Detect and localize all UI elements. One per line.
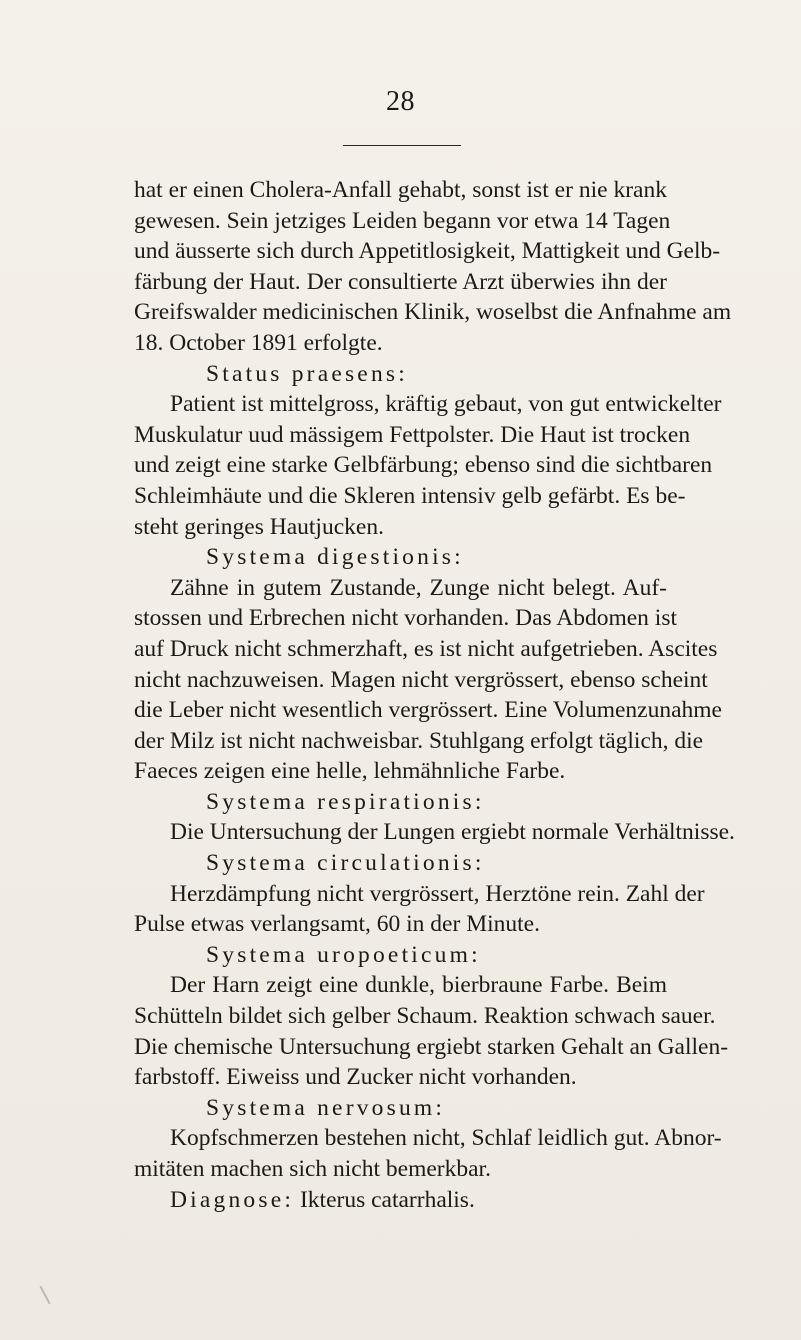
diagnosis-label: Diagnose: bbox=[170, 1186, 295, 1213]
text-line: Der Harn zeigt eine dunkle, bierbraune Farbe. Beim bbox=[170, 972, 667, 999]
body-text bbox=[134, 175, 735, 1215]
text-line: Schleimhäute und die Skleren intensiv gelb gefärbt. Es be- bbox=[134, 482, 686, 509]
section-heading-respirationis: Systema respirationis: bbox=[206, 788, 485, 815]
text-line: Pulse etwas verlangsamt, 60 in der Minute. bbox=[134, 911, 540, 938]
diagnosis-line bbox=[134, 1185, 667, 1216]
section-heading-uropoeticum: Systema uropoeticum: bbox=[206, 941, 481, 968]
text-line: Herzdämpfung nicht vergrössert, Herztöne rein. Zahl der bbox=[170, 880, 705, 907]
text-line: und zeigt eine starke Gelbfärbung; ebenso sind die sichtbaren bbox=[134, 452, 713, 479]
text-line: mitäten machen sich nicht bemerkbar. bbox=[134, 1156, 491, 1182]
text-line: nicht nachzuweisen. Magen nicht vergrössert, ebenso scheint bbox=[134, 666, 708, 693]
section-heading-digestionis: Systema digestionis: bbox=[206, 544, 464, 571]
section-heading-circulationis: Systema circulationis: bbox=[206, 850, 485, 877]
text-line: Zähne in gutem Zustande, Zunge nicht belegt. Auf- bbox=[170, 574, 667, 601]
text-line: die Leber nicht wesentlich vergrössert. Eine Volumenzunahme bbox=[134, 697, 722, 724]
text-line: farbstoff. Eiweiss und Zucker nicht vorhanden. bbox=[134, 1064, 577, 1091]
text-line: Patient ist mittelgross, kräftig gebaut, von gut entwickelter bbox=[170, 391, 722, 418]
text-line: gewesen. Sein jetziges Leiden begann vor etwa 14 Tagen bbox=[134, 207, 671, 234]
section-heading-status: Status praesens: bbox=[206, 360, 408, 387]
diagnosis-value: Ikterus catarrhalis. bbox=[299, 1186, 475, 1213]
text-line: steht geringes Hautjucken. bbox=[134, 513, 384, 540]
text-line: Kopfschmerzen bestehen nicht, Schlaf leidlich gut. Abnor- bbox=[170, 1125, 722, 1152]
text-line: Schütteln bildet sich gelber Schaum. Reaktion schwach sauer. bbox=[134, 1003, 716, 1030]
text-line: Die Untersuchung der Lungen ergiebt normale Verhältnisse. bbox=[170, 819, 735, 846]
text-line: färbung der Haut. Der consultierte Arzt überwies ihn der bbox=[134, 268, 667, 295]
text-line: und äusserte sich durch Appetitlosigkeit, Mattigkeit und Gelb- bbox=[134, 238, 721, 265]
text-line: stossen und Erbrechen nicht vorhanden. Das Abdomen ist bbox=[134, 605, 678, 632]
text-line: auf Druck nicht schmerzhaft, es ist nicht aufgetrieben. Ascites bbox=[134, 635, 718, 662]
text-line: Die chemische Untersuchung ergiebt starken Gehalt an Gallen- bbox=[134, 1033, 729, 1060]
paper-speck bbox=[39, 1286, 50, 1305]
text-line: der Milz ist nicht nachweisbar. Stuhlgang erfolgt täglich, die bbox=[134, 727, 704, 754]
text-line: Faeces zeigen eine helle, lehmähnliche Farbe. bbox=[134, 758, 566, 785]
page-number: 28 bbox=[386, 86, 415, 117]
text-line: 18. October 1891 erfolgte. bbox=[134, 329, 383, 356]
section-heading-nervosum: Systema nervosum: bbox=[206, 1094, 446, 1121]
text-line: hat er einen Cholera-Anfall gehabt, sonst ist er nie krank bbox=[134, 177, 667, 203]
header-rule bbox=[343, 145, 461, 146]
text-line: Greifswalder medicinischen Klinik, woselbst die Anfnahme am bbox=[134, 299, 732, 326]
text-line: Muskulatur uud mässigem Fettpolster. Die Haut ist trocken bbox=[134, 421, 691, 448]
